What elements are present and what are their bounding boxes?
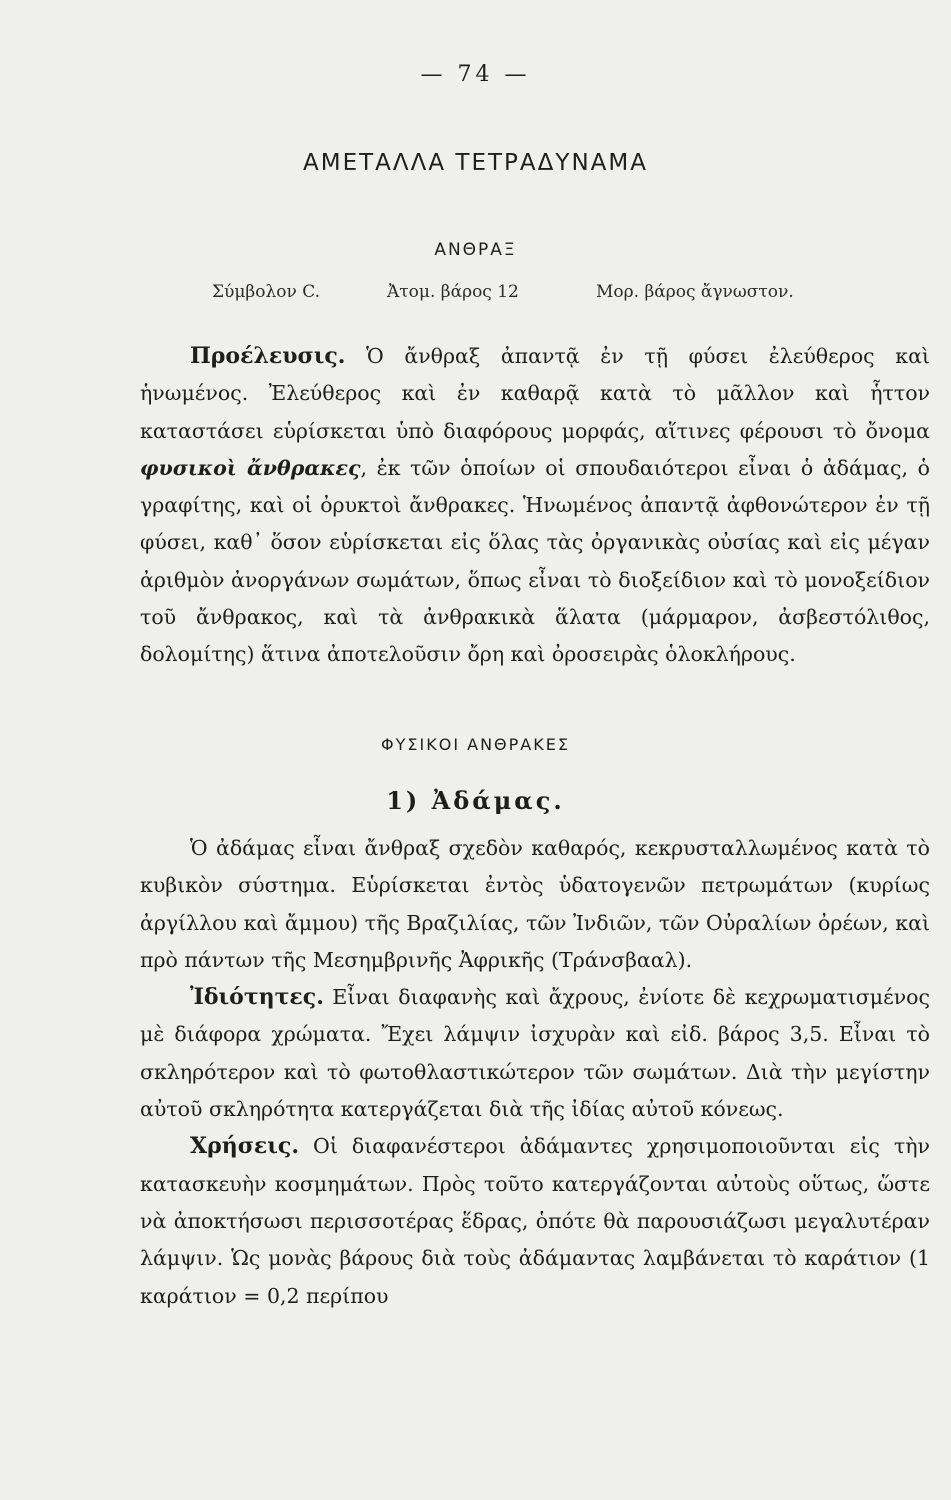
origin-text-2: , ἐκ τῶν ὁποίων οἱ σπουδαιότεροι εἶναι ὁ ἀδάμας, ὁ γραφίτης, καὶ οἱ ὀρυκτοὶ ἄνθρακες. Ἡνωμένος ἀπαντᾷ ἀφθονώτερον ἐν τῇ φύσει, καθ᾿ ὅσον εὑρίσκεται εἰς ὅλας τὰς ὀργανικὰς οὐσίας καὶ εἰς μέγαν ἀριθμὸν ἀνοργάνων σωμάτων, ὅπως εἶναι τὸ διοξείδιον καὶ τὸ μονοξείδιον τοῦ ἄνθρακος, καὶ τὰ ἀνθρακικὰ ἅλατα (μάρμαρον, ἀσβεστόλιθος, δολομίτης) ἅτινα ἀποτελοῦσιν ὄρη καὶ ὀροσειρὰς ὁλοκλήρους. (140, 455, 931, 667)
symbol-text: Σύμβολον C. (212, 282, 321, 302)
subheading: ΦΥΣΙΚΟΙ ΑΝΘΡΑΚΕΣ (381, 735, 570, 754)
origin-text-1: Ὁ ἄνθραξ ἀπαντᾷ ἐν τῇ φύσει ἐλεύθερος καὶ ἡνωμένος. Ἐλεύθερος καὶ ἐν καθαρᾷ κατὰ τὸ μᾶλλον καὶ ἧττον καταστάσει εὑρίσκεται ὑπὸ διαφόρους μορφάς, αἵτινες φέρουσι τὸ ὄνομα (140, 344, 930, 443)
element-title: ΑΝΘΡΑΞ (434, 240, 517, 260)
page-number: — 74 — (420, 62, 531, 87)
diamond-intro: Ὁ ἀδάμας εἶναι ἄνθραξ σχεδὸν καθαρός, κεκρυσταλλωμένος κατὰ τὸ κυβικὸν σύστημα. Εὑρίσκεται ἐντὸς ὑδατογενῶν πετρωμάτων (κυρίως ἀργίλλου καὶ ἄμμου) τῆς Βραζιλίας, τῶν Ἰνδιῶν, τῶν Οὐραλίων ὀρέων, καὶ πρὸ πάντων τῆς Μεσημβρινῆς Ἀφρικῆς (Τράνσβααλ). (140, 836, 930, 972)
section-title: 1) Ἀδάμας. (386, 786, 565, 815)
origin-emphasis: φυσικοὶ ἄνθρακες (140, 455, 361, 480)
origin-label: Προέλευσις. (190, 343, 346, 369)
properties-label: Ἰδιότητες. (190, 984, 324, 1011)
uses-label: Χρήσεις. (190, 1133, 299, 1160)
origin-paragraph (140, 338, 930, 674)
uses-text: Οἱ διαφανέστεροι ἀδάμαντες χρησιμοποιοῦνται εἰς τὴν κατασκευὴν κοσμημάτων. Πρὸς τοῦτο κατεργάζονται αὐτοὺς οὕτως, ὥστε νὰ ἀποκτήσωσι περισσοτέρας ἕδρας, ὁπότε θὰ παρουσιάζωσι μεγαλυτέραν λάμψιν. Ὡς μονὰς βάρους διὰ τοὺς ἀδάμαντας λαμβάνεται τὸ καράτιον (1 καράτιον = 0,2 περίπου (140, 1134, 930, 1308)
diamond-paragraphs (140, 830, 930, 1315)
chapter-title: ΑΜΕΤΑΛΛΑ ΤΕΤΡΑΔΥΝΑΜΑ (303, 150, 648, 176)
properties-text: Εἶναι διαφανὴς καὶ ἄχρους, ἐνίοτε δὲ κεχρωματισμένος μὲ διάφορα χρώματα. Ἔχει λάμψιν ἰσχυρὰν καὶ εἰδ. βάρος 3,5. Εἶναι τὸ σκληρότερον καὶ τὸ φωτοθλαστικώτερον τῶν σωμάτων. Διὰ τὴν μεγίστην αὐτοῦ σκληρότητα κατεργάζεται διὰ τῆς ἰδίας αὐτοῦ κόνεως. (140, 985, 930, 1122)
molecular-weight-text: Μορ. βάρος ἄγνωστον. (596, 282, 794, 302)
atomic-weight-text: Ἀτομ. βάρος 12 (387, 282, 519, 302)
